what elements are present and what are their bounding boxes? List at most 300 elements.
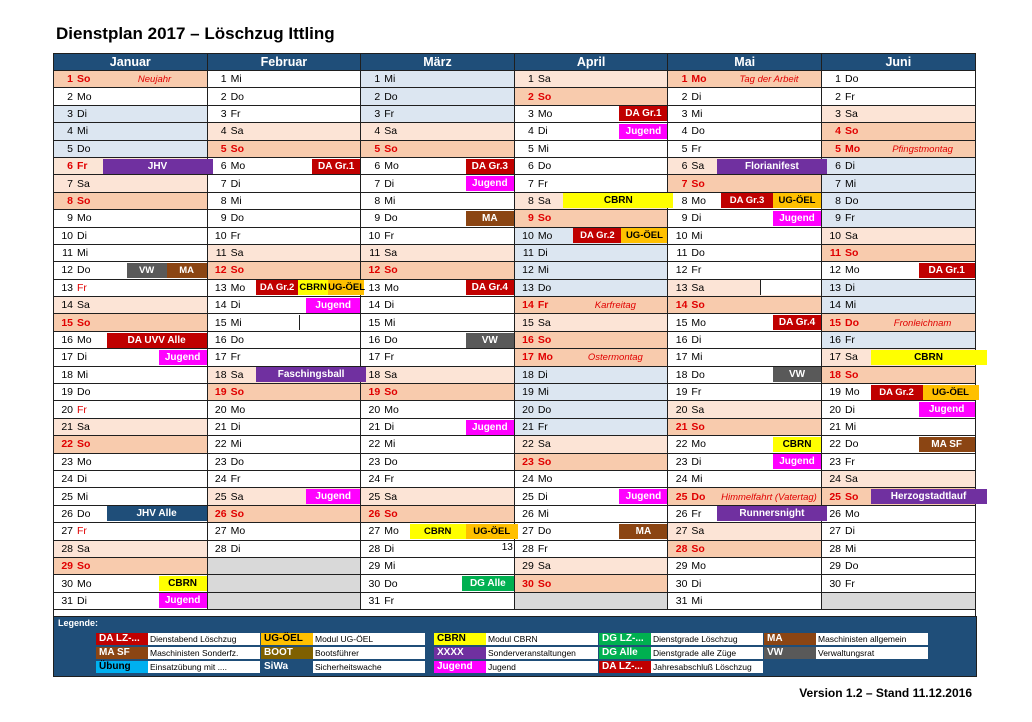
- event-cell: [256, 384, 361, 401]
- day-number: 4: [374, 125, 381, 138]
- weekday: Di: [691, 90, 702, 103]
- day-number: 12: [368, 264, 381, 277]
- month-header: April: [514, 54, 668, 71]
- day-number: 17: [829, 351, 842, 364]
- month-header: März: [361, 54, 515, 71]
- event-badge: DA Gr.4: [773, 315, 821, 330]
- event-cell: [871, 505, 976, 522]
- day-cell: [668, 523, 717, 540]
- day-cell: [54, 140, 103, 157]
- weekday: Sa: [230, 125, 244, 138]
- day-number: 19: [368, 386, 381, 399]
- weekday: Fr: [537, 177, 548, 190]
- event-cell: [717, 157, 822, 174]
- weekday: So: [230, 507, 245, 520]
- day-cell: [514, 210, 563, 227]
- day-number: 7: [681, 177, 688, 190]
- day-number: 10: [61, 229, 73, 242]
- day-number: 26: [214, 507, 227, 520]
- event-cell: [103, 418, 208, 435]
- day-cell: [361, 470, 410, 487]
- event-cell: [256, 123, 361, 140]
- day-number: 20: [522, 403, 534, 416]
- day-number: 10: [368, 229, 381, 242]
- day-number: 14: [61, 299, 73, 312]
- event-cell: [256, 557, 361, 574]
- day-cell: [822, 123, 871, 140]
- day-number: 16: [829, 334, 842, 347]
- event-cell: [871, 105, 976, 122]
- event-cell: [717, 297, 822, 314]
- day-number: 20: [675, 403, 688, 416]
- day-number: 26: [522, 507, 534, 520]
- weekday: Do: [384, 90, 398, 103]
- holiday-label: Tag der Arbeit: [739, 74, 799, 86]
- event-cell: [717, 279, 822, 296]
- day-number: 15: [214, 316, 227, 329]
- event-badge: CBRN: [563, 193, 673, 208]
- event-cell: [103, 123, 208, 140]
- day-cell: [668, 557, 717, 574]
- event-badge: UG-ÖEL: [923, 385, 979, 400]
- day-number: 12: [522, 264, 534, 277]
- day-number: 31: [675, 594, 688, 607]
- day-number: 7: [527, 177, 534, 190]
- weekday: Mi: [537, 264, 549, 277]
- weekday: Mo: [537, 473, 553, 486]
- weekday: Fr: [384, 107, 395, 120]
- event-cell: [410, 488, 515, 505]
- day-number: 5: [220, 142, 227, 155]
- day-number: 21: [214, 421, 227, 433]
- event-cell: [103, 575, 208, 592]
- event-cell: [410, 123, 515, 140]
- day-cell: [54, 470, 103, 487]
- day-cell: [822, 401, 871, 418]
- weekday: Mo: [537, 351, 553, 364]
- weekday: Mo: [384, 403, 399, 416]
- event-cell: [563, 297, 668, 314]
- day-number: 4: [220, 125, 227, 138]
- weekday: Di: [691, 455, 702, 468]
- weekday: Fr: [691, 264, 702, 277]
- event-cell: [103, 349, 208, 366]
- day-number: 2: [374, 90, 381, 103]
- legend-description: Dienstabend Löschzug: [148, 633, 260, 645]
- weekday: So: [691, 177, 705, 190]
- weekday: Di: [230, 299, 241, 312]
- event-cell: [103, 297, 208, 314]
- event-badge: Jugend: [773, 211, 821, 226]
- day-cell: [668, 227, 717, 244]
- weekday: Sa: [384, 490, 398, 503]
- calendar-row: [54, 349, 976, 366]
- event-badge: JHV Alle: [107, 506, 207, 521]
- event-cell: [563, 210, 668, 227]
- day-cell: [207, 192, 256, 209]
- day-number: 2: [681, 90, 688, 103]
- day-cell: [668, 418, 717, 435]
- event-cell: [410, 505, 515, 522]
- event-cell: [410, 192, 515, 209]
- day-number: 3: [527, 107, 534, 120]
- day-cell: [54, 453, 103, 470]
- day-cell: [207, 470, 256, 487]
- weekday: So: [845, 368, 859, 381]
- day-cell: [822, 523, 871, 540]
- event-cell: [871, 140, 976, 157]
- day-number: 20: [368, 403, 381, 416]
- day-number: 21: [368, 421, 381, 433]
- weekday: Di: [77, 107, 87, 120]
- weekday: Do: [845, 73, 859, 86]
- day-number: 26: [829, 507, 842, 520]
- event-cell: [563, 262, 668, 279]
- day-cell: [361, 366, 410, 383]
- event-cell: [103, 227, 208, 244]
- day-number: 22: [61, 438, 73, 451]
- weekday: Sa: [845, 229, 858, 242]
- event-cell: [871, 227, 976, 244]
- event-badge: Jugend: [306, 489, 360, 504]
- event-cell: [103, 505, 208, 522]
- day-cell: [514, 575, 563, 592]
- event-cell: [103, 175, 208, 192]
- event-cell: [410, 401, 515, 418]
- event-cell: [410, 227, 515, 244]
- day-number: 8: [220, 194, 227, 207]
- day-number: 17: [522, 351, 534, 364]
- event-cell: [563, 453, 668, 470]
- calendar-row: [54, 366, 976, 383]
- day-number: 15: [368, 316, 381, 329]
- day-number: 7: [67, 177, 73, 190]
- weekday: Fr: [845, 455, 855, 468]
- holiday-label: Ostermontag: [587, 352, 643, 364]
- weekday: Mi: [845, 542, 857, 555]
- event-cell: [410, 88, 515, 105]
- event-cell: [563, 88, 668, 105]
- event-cell: [717, 105, 822, 122]
- month-header-row: [54, 54, 976, 71]
- weekday: Do: [537, 525, 552, 538]
- weekday: Do: [845, 194, 859, 207]
- weekday: Do: [230, 212, 245, 225]
- day-cell: [822, 192, 871, 209]
- day-cell: [822, 227, 871, 244]
- weekday: Mo: [77, 334, 92, 347]
- event-badge: Jugend: [159, 350, 207, 365]
- event-cell: [563, 384, 668, 401]
- event-badge: DA Gr.2: [256, 280, 298, 295]
- weekday: Fr: [77, 281, 87, 294]
- weekday: Do: [230, 90, 245, 103]
- weekday: Mi: [77, 368, 89, 381]
- event-badge: Jugend: [306, 298, 360, 313]
- day-cell: [514, 557, 563, 574]
- weekday: Do: [845, 560, 859, 573]
- event-cell: [256, 470, 361, 487]
- event-cell: [410, 436, 515, 453]
- day-number: 28: [675, 542, 688, 555]
- event-cell: [563, 366, 668, 383]
- weekday: Di: [691, 334, 702, 347]
- weekday: Fr: [845, 212, 855, 225]
- day-cell: [54, 557, 103, 574]
- day-number: 5: [527, 142, 534, 155]
- weekday: Di: [384, 299, 395, 312]
- weekday: Fr: [230, 229, 241, 242]
- day-number: 13: [214, 281, 227, 294]
- day-number: 19: [522, 386, 534, 399]
- event-badge: Jugend: [773, 454, 821, 469]
- event-cell: [410, 523, 515, 540]
- day-number: 30: [829, 577, 842, 590]
- day-cell: [54, 105, 103, 122]
- day-cell: [207, 140, 256, 157]
- day-number: 28: [61, 542, 73, 555]
- day-number: 22: [675, 438, 688, 451]
- day-cell: [514, 488, 563, 505]
- calendar-row: [54, 505, 976, 522]
- day-number: 20: [829, 403, 842, 416]
- event-cell: [563, 244, 668, 261]
- day-number: 12: [675, 264, 688, 277]
- weekday: Sa: [384, 125, 398, 138]
- event-cell: [717, 523, 822, 540]
- legend-swatch: Jugend: [434, 661, 486, 673]
- weekday: Fr: [230, 473, 241, 486]
- weekday: Sa: [691, 160, 705, 173]
- day-number: 11: [522, 247, 534, 260]
- event-cell: [563, 175, 668, 192]
- day-number: 22: [214, 438, 227, 451]
- event-cell: [871, 244, 976, 261]
- weekday: Mi: [230, 316, 242, 329]
- day-cell: [54, 436, 103, 453]
- day-number: 3: [67, 107, 73, 120]
- weekday: Do: [845, 438, 859, 451]
- event-cell: [717, 505, 822, 522]
- event-cell: [717, 436, 822, 453]
- day-cell: [207, 540, 256, 557]
- weekday: So: [77, 73, 91, 86]
- weekday: Di: [845, 281, 855, 294]
- day-number: 6: [527, 160, 534, 173]
- weekday: Fr: [537, 421, 548, 433]
- day-cell: [207, 210, 256, 227]
- weekday: Di: [384, 542, 395, 555]
- weekday: Sa: [845, 473, 858, 486]
- day-cell: [514, 453, 563, 470]
- day-cell: [54, 157, 103, 174]
- weekday: Mo: [691, 73, 707, 86]
- event-cell: [256, 453, 361, 470]
- event-cell: [103, 470, 208, 487]
- day-cell: [54, 244, 103, 261]
- day-number: 5: [374, 142, 381, 155]
- day-cell: [514, 157, 563, 174]
- day-number: 18: [368, 368, 381, 381]
- calendar-row: [54, 244, 976, 261]
- event-cell: [410, 557, 515, 574]
- weekday: Do: [691, 247, 705, 260]
- event-cell: [256, 279, 366, 296]
- event-cell: [717, 71, 822, 88]
- day-number: 30: [368, 577, 381, 590]
- legend-description: Maschinisten Sonderfz.: [148, 647, 260, 659]
- day-number: 21: [675, 421, 688, 433]
- day-number: 8: [374, 194, 381, 207]
- day-cell: [514, 523, 563, 540]
- event-cell: [256, 523, 361, 540]
- event-cell: [256, 314, 361, 331]
- weekday: Sa: [77, 177, 90, 190]
- event-cell: [871, 210, 976, 227]
- weekday: Mi: [691, 473, 703, 486]
- weekday: So: [537, 577, 552, 590]
- weekday: Sa: [691, 281, 705, 294]
- day-number: 23: [61, 455, 73, 468]
- day-number: 1: [835, 73, 842, 86]
- day-number: 16: [61, 334, 73, 347]
- legend-description: Verwaltungsrat: [816, 647, 928, 659]
- day-cell: [514, 175, 563, 192]
- day-number: 9: [67, 212, 73, 225]
- event-badge: Jugend: [159, 593, 207, 608]
- day-cell: [668, 88, 717, 105]
- event-badge: JHV: [103, 159, 213, 174]
- day-cell: [668, 140, 717, 157]
- event-cell: [256, 540, 361, 557]
- event-cell: [410, 297, 515, 314]
- day-cell: [668, 297, 717, 314]
- holiday-label: Pfingstmontag: [892, 143, 953, 155]
- weekday: Mo: [845, 386, 860, 399]
- day-number: 14: [522, 299, 534, 312]
- event-cell: [563, 505, 668, 522]
- event-cell: [717, 175, 822, 192]
- day-number: 25: [829, 490, 842, 503]
- event-cell: [103, 157, 208, 174]
- event-badge: CBRN: [299, 282, 327, 294]
- weekday: Fr: [230, 107, 241, 120]
- weekday: Fr: [537, 542, 548, 555]
- event-cell: [717, 592, 822, 609]
- legend-swatch: XXXX: [434, 647, 486, 659]
- day-number: 18: [829, 368, 842, 381]
- weekday: Fr: [845, 90, 855, 103]
- day-cell: [361, 436, 410, 453]
- day-cell: [668, 453, 717, 470]
- event-cell: [103, 88, 208, 105]
- weekday: Mi: [384, 73, 396, 86]
- day-cell: [668, 105, 717, 122]
- day-number: 15: [522, 316, 534, 329]
- weekday: Sa: [230, 247, 244, 260]
- event-badge: Florianifest: [717, 159, 827, 174]
- day-cell: [361, 105, 410, 122]
- day-number: 28: [214, 542, 227, 555]
- event-cell: [871, 418, 976, 435]
- weekday: Mi: [537, 142, 549, 155]
- calendar-row: [54, 592, 976, 609]
- event-cell: [103, 453, 208, 470]
- legend-description: Sicherheitswache: [313, 661, 425, 673]
- day-number: 23: [675, 455, 688, 468]
- day-number: 16: [214, 334, 227, 347]
- day-number: 3: [681, 107, 688, 120]
- day-number: 22: [368, 438, 381, 451]
- day-number: 2: [527, 90, 534, 103]
- day-number: 2: [835, 90, 842, 103]
- weekday: So: [845, 247, 859, 260]
- event-cell: [871, 331, 976, 348]
- weekday: Fr: [77, 525, 87, 538]
- day-number: 13: [829, 281, 842, 294]
- day-number: 14: [675, 299, 688, 312]
- day-number: 7: [374, 177, 381, 190]
- day-number: 11: [829, 247, 842, 260]
- event-badge: Jugend: [619, 124, 667, 139]
- day-number: 6: [681, 160, 688, 173]
- event-cell: [256, 436, 361, 453]
- event-cell: [717, 575, 822, 592]
- version-footer: Version 1.2 – Stand 11.12.2016: [799, 686, 972, 700]
- day-cell: [514, 123, 563, 140]
- weekday: Fr: [384, 351, 395, 364]
- weekday: Mi: [537, 507, 549, 520]
- day-cell: [514, 88, 563, 105]
- day-cell: [361, 71, 410, 88]
- event-cell: [563, 575, 668, 592]
- weekday: Mo: [77, 90, 92, 103]
- event-cell: [871, 384, 976, 401]
- day-number: 17: [368, 351, 381, 364]
- day-number: 6: [374, 160, 381, 173]
- event-cell: [103, 436, 208, 453]
- day-number: 27: [214, 525, 227, 538]
- event-cell: [256, 244, 361, 261]
- day-cell: [822, 470, 871, 487]
- event-cell: [103, 331, 208, 348]
- event-badge: MA: [466, 211, 514, 226]
- day-cell: [514, 71, 563, 88]
- event-badge: DA Gr.2: [871, 385, 923, 400]
- weekday: Di: [691, 212, 702, 225]
- day-cell: [361, 314, 410, 331]
- weekday: So: [77, 438, 91, 451]
- day-number: 26: [61, 507, 73, 520]
- event-cell: [256, 227, 361, 244]
- event-cell: [410, 210, 515, 227]
- day-cell: [668, 314, 717, 331]
- day-cell: [668, 575, 717, 592]
- day-cell: [822, 418, 871, 435]
- event-badge: VW: [773, 367, 821, 382]
- month-header: Juni: [822, 54, 976, 71]
- day-cell: [822, 436, 871, 453]
- calendar-row: [54, 227, 976, 244]
- weekday: Di: [77, 594, 87, 607]
- weekday: So: [691, 542, 705, 555]
- day-number: 4: [681, 125, 688, 138]
- day-cell: [207, 575, 256, 592]
- weekday: Sa: [384, 368, 398, 381]
- day-number: 11: [676, 247, 688, 260]
- event-cell: [410, 575, 515, 592]
- day-cell: [54, 575, 103, 592]
